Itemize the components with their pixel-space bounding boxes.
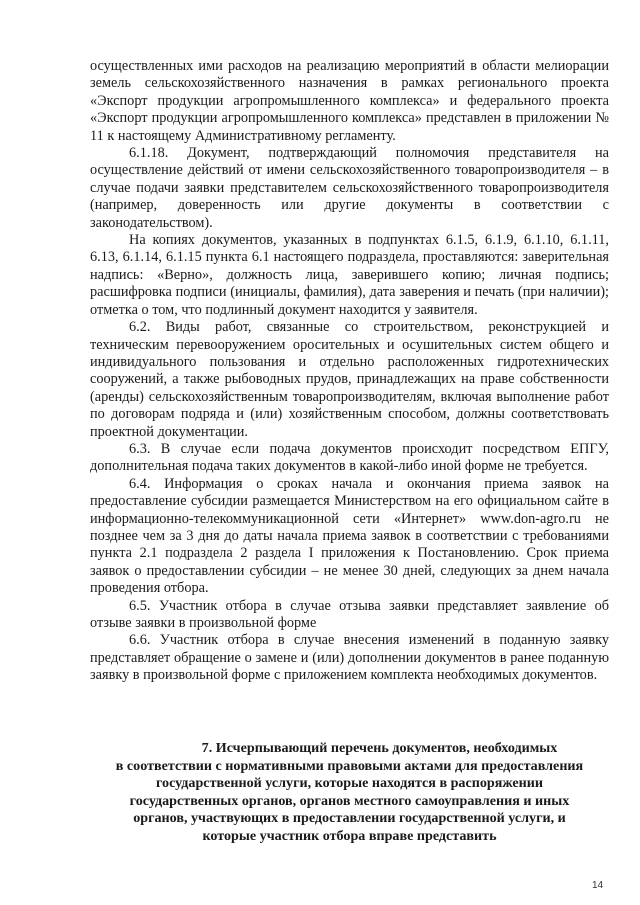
heading-line: государственной услуги, которые находятся в распоряжении (155, 775, 544, 792)
paragraph-6-3: 6.3. В случае если подача документов происходит посредством ЕПГУ, дополнительная подача таких документов в какой-либо иной форме не требуется. (90, 440, 609, 475)
body-text (90, 58, 609, 685)
heading-line: которые участник отбора вправе представить (202, 827, 497, 844)
paragraph-copies-certification: На копиях документов, указанных в подпунктах 6.1.5, 6.1.9, 6.1.10, 6.1.11, 6.13, 6.1.14, 6.1.15 пункта 6.1 настоящего подраздела, проставляются: заверительная надпись: «Верно», должность лица, заверившего копию; личная подпись; расшифровка подписи (инициалы, фамилия), дата заверения и печать (при наличии); отметка о том, что подлинный документ находится у заявителя. (90, 232, 609, 318)
paragraph-continuation: осуществленных ими расходов на реализацию мероприятий в области мелиорации земель сельскохозяйственного назначения в рамках регионального проекта «Экспорт продукции агропромышленного комплекса» и федерального проекта «Экспорт продукции агропромышленного комплекса» представлен в приложении № 11 к настоящему Административному регламенту. (90, 58, 609, 144)
paragraph-6-1-18: 6.1.18. Документ, подтверждающий полномочия представителя на осуществление действий от имени сельскохозяйственного товаропроизводителя – в случае подачи заявки представителем сельскохозяйственного товаропроизводителя (например, доверенность или другие документы в соответствии с законодательством). (90, 145, 609, 231)
heading-line: 7. Исчерпывающий перечень документов, необходимых (201, 740, 558, 756)
heading-line: органов, участвующих в предоставлении государственной услуги, и (133, 810, 566, 827)
paragraph-6-5: 6.5. Участник отбора в случае отзыва заявки представляет заявление об отзыве заявки в произвольной форме (90, 597, 609, 631)
heading-line: государственных органов, органов местного самоуправления и иных (129, 792, 570, 809)
paragraph-6-4: 6.4. Информация о сроках начала и окончания приема заявок на предоставление субсидии размещается Министерством на его официальном сайте в информационно-телекоммуникационной сети «Интернет» www.don-agro.ru не позднее чем за 3 дня до даты начала приема заявок в соответствии с требованиями пункта 2.1 подраздела 2 раздела I приложения к Постановлению. Срок приема заявок о предоставлении субсидии – не менее 30 дней, следующих за днем начала проведения отбора. (90, 475, 609, 597)
section-heading (90, 740, 609, 846)
page-number: 14 (592, 880, 604, 891)
paragraph-6-6: 6.6. Участник отбора в случае внесения изменений в поданную заявку представляет обращение о замене и (или) дополнении документов в ранее поданную заявку в произвольной форме с приложением комплекта необходимых документов. (90, 632, 609, 684)
heading-line: в соответствии с нормативными правовыми актами для предоставления (115, 757, 584, 774)
paragraph-6-2: 6.2. Виды работ, связанные со строительством, реконструкцией и техническим перевооружением оросительных и осушительных систем общего и индивидуального пользования и отдельно расположенных гидротехнических сооружений, а также рыбоводных прудов, принадлежащих на праве собственности (аренды) сельскохозяйственным товаропроизводителям, включая выполнение работ по договорам подряда и (или) хозяйственным способом, должны соответствовать проектной документации. (90, 319, 609, 440)
